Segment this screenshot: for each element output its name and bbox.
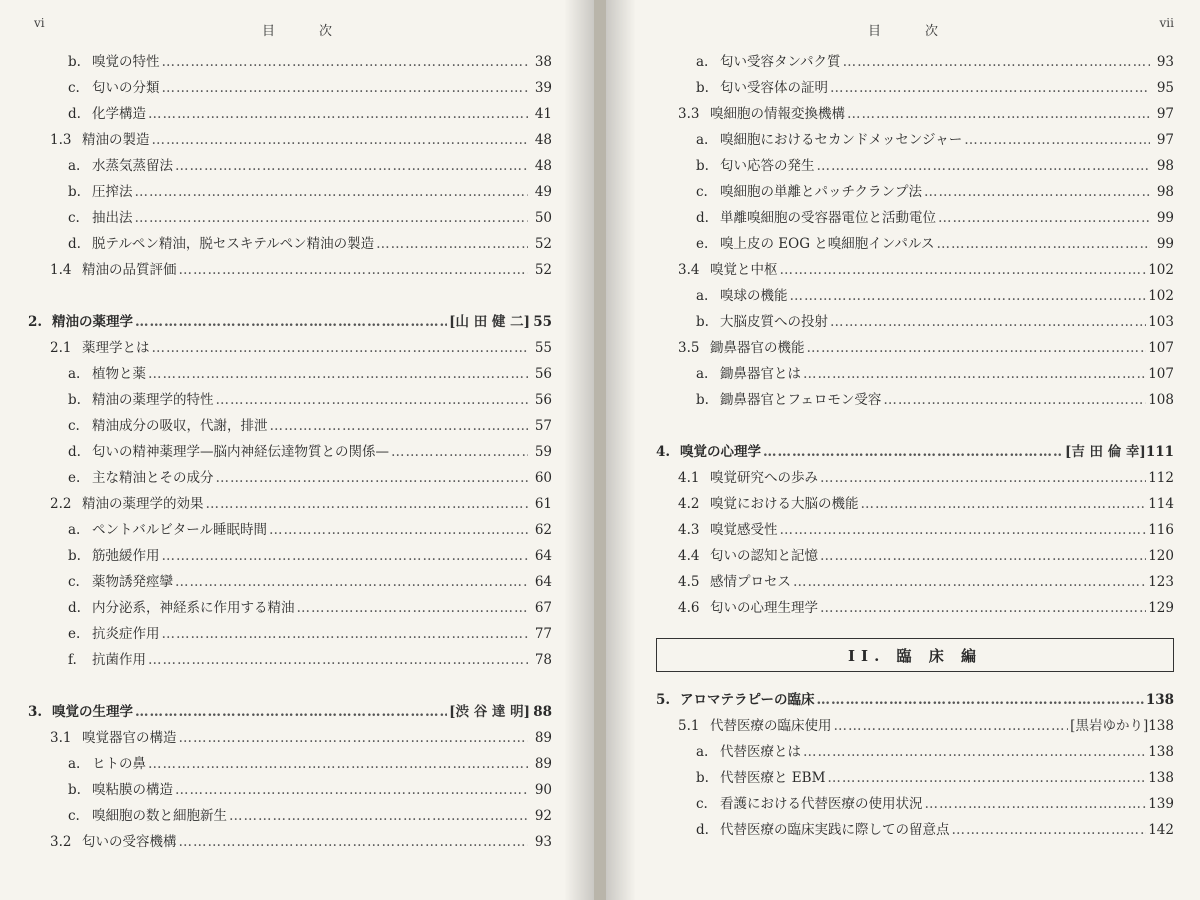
toc-number: 4.5 <box>678 574 700 590</box>
leader-dots <box>820 548 1146 564</box>
toc-number: d. <box>68 444 81 460</box>
toc-subsection <box>28 174 552 200</box>
toc-page-number: 48 <box>534 158 552 174</box>
toc-number: 4.4 <box>678 548 700 564</box>
toc-title: 代替医療とは <box>720 744 801 760</box>
leader-dots <box>780 522 1147 538</box>
toc-number: b. <box>696 392 709 408</box>
leader-dots <box>179 834 529 850</box>
toc-number: a. <box>696 132 709 148</box>
toc-number: b. <box>696 80 709 96</box>
toc-title: 嗅覚研究への歩み <box>710 470 818 486</box>
toc-title: 嗅覚器官の構造 <box>82 730 177 746</box>
leader-dots <box>780 262 1147 278</box>
toc-page-number: 67 <box>534 600 552 616</box>
toc-section <box>656 538 1174 564</box>
toc-page-number: 50 <box>534 210 552 226</box>
toc-section <box>656 330 1174 356</box>
toc-number: c. <box>68 210 80 226</box>
toc-title: 嗅覚の生理学 <box>52 704 133 720</box>
toc-number: c. <box>68 80 80 96</box>
leader-dots <box>391 444 528 460</box>
toc-subsection <box>656 148 1174 174</box>
toc-title: 主な精油とその成分 <box>92 470 214 486</box>
toc-section <box>656 252 1174 278</box>
toc-title: 嗅覚と中枢 <box>710 262 778 278</box>
toc-page-number: 92 <box>534 808 552 824</box>
leader-dots <box>830 314 1146 330</box>
toc-number: 3.1 <box>50 730 72 746</box>
toc-number: b. <box>68 392 81 408</box>
toc-page-number: 59 <box>534 444 552 460</box>
toc-number: a. <box>696 366 709 382</box>
toc-title: 看護における代替医療の使用状況 <box>720 796 923 812</box>
toc-section <box>656 512 1174 538</box>
toc-title: 匂い受容体の証明 <box>720 80 828 96</box>
toc-subsection <box>656 278 1174 304</box>
toc-title: 匂い受容タンパク質 <box>720 54 841 70</box>
toc-section <box>656 486 1174 512</box>
toc-number: 3.2 <box>50 834 72 850</box>
toc-page-number: 61 <box>534 496 552 512</box>
toc-title: 嗅細胞の単離とパッチクランプ法 <box>720 184 922 200</box>
leader-dots <box>807 340 1147 356</box>
toc-page-number: 64 <box>534 574 552 590</box>
toc-title: 単離嗅細胞の受容器電位と活動電位 <box>720 210 936 226</box>
leader-dots <box>843 54 1150 70</box>
toc-number: e. <box>68 470 81 486</box>
leader-dots <box>162 54 529 70</box>
toc-page-number: 138 <box>1148 718 1174 734</box>
leader-dots <box>790 288 1147 304</box>
toc-number: a. <box>68 756 81 772</box>
leader-dots <box>925 796 1147 812</box>
toc-page-number: 56 <box>534 366 552 382</box>
leader-dots <box>952 822 1147 838</box>
toc-title: ペントバルビタール睡眠時間 <box>92 522 267 538</box>
toc-title: 鋤鼻器官とは <box>720 366 801 382</box>
toc-page-number: 98 <box>1156 184 1174 200</box>
gutter-shadow <box>606 0 636 900</box>
leader-dots <box>817 158 1151 174</box>
leader-dots <box>964 132 1150 148</box>
toc-subsection <box>656 786 1174 812</box>
toc-number: a. <box>696 54 709 70</box>
toc-subsection <box>28 798 552 824</box>
leader-dots <box>883 392 1146 408</box>
toc-section <box>28 330 552 356</box>
toc-page-number: 120 <box>1148 548 1174 564</box>
toc-section <box>656 96 1174 122</box>
leader-dots <box>162 626 529 642</box>
toc-page-number: 38 <box>534 54 552 70</box>
toc-title: 嗅覚における大脳の機能 <box>710 496 859 512</box>
table-of-contents <box>28 44 552 850</box>
toc-page-number: 97 <box>1156 132 1174 148</box>
toc-author: [吉 田 倫 幸] <box>1064 444 1146 460</box>
toc-title: 抽出法 <box>92 210 133 226</box>
toc-page-number: 99 <box>1156 236 1174 252</box>
toc-number: 2.2 <box>50 496 72 512</box>
toc-page-number: 90 <box>534 782 552 798</box>
toc-number: c. <box>68 574 80 590</box>
leader-dots <box>938 210 1150 226</box>
toc-page-number: 93 <box>1156 54 1174 70</box>
book-spine <box>594 0 606 900</box>
toc-page-number: 99 <box>1156 210 1174 226</box>
toc-number: a. <box>68 366 81 382</box>
toc-page-number: 89 <box>534 756 552 772</box>
leader-dots <box>152 340 529 356</box>
toc-number: a. <box>696 288 709 304</box>
toc-number: 4.1 <box>678 470 700 486</box>
toc-title: 水蒸気蒸留法 <box>92 158 173 174</box>
running-header: 目次 <box>262 24 377 39</box>
toc-subsection <box>28 434 552 460</box>
toc-number: 3.3 <box>678 106 700 122</box>
toc-number: c. <box>696 184 708 200</box>
toc-author: [渋 谷 達 明] <box>449 704 530 720</box>
toc-number: 4.3 <box>678 522 700 538</box>
toc-number: f. <box>68 652 77 668</box>
leader-dots <box>175 782 528 798</box>
toc-title: ヒトの鼻 <box>92 756 146 772</box>
toc-subsection <box>28 746 552 772</box>
toc-page-number: 107 <box>1148 366 1174 382</box>
toc-page-number: 142 <box>1148 822 1174 838</box>
toc-title: 匂いの分類 <box>92 80 160 96</box>
toc-number: 3.5 <box>678 340 700 356</box>
toc-subsection <box>28 590 552 616</box>
toc-author: [黒岩ゆかり] <box>1070 718 1149 734</box>
gutter-shadow <box>564 0 594 900</box>
leader-dots <box>861 496 1147 512</box>
leader-dots <box>135 704 447 720</box>
toc-number: 2. <box>28 314 43 330</box>
leader-dots <box>135 314 447 330</box>
toc-title: 感情プロセス <box>710 574 791 590</box>
toc-number: e. <box>696 236 709 252</box>
leader-dots <box>793 574 1146 590</box>
toc-page-number: 77 <box>534 626 552 642</box>
toc-title: 嗅上皮の EOG と嗅細胞インパルス <box>720 236 935 252</box>
toc-subsection <box>656 734 1174 760</box>
toc-title: 大脳皮質への投射 <box>720 314 828 330</box>
leader-dots <box>834 718 1069 734</box>
toc-section <box>28 252 552 278</box>
toc-subsection <box>28 616 552 642</box>
toc-title: 精油成分の吸収，代謝，排泄 <box>92 418 268 434</box>
leader-dots <box>803 366 1146 382</box>
toc-number: 2.1 <box>50 340 72 356</box>
toc-number: 4. <box>656 444 671 460</box>
toc-title: 精油の薬理学的効果 <box>82 496 204 512</box>
toc-subsection <box>656 812 1174 838</box>
toc-page-number: 108 <box>1148 392 1174 408</box>
toc-subsection <box>28 512 552 538</box>
toc-chapter <box>656 434 1174 460</box>
leader-dots <box>162 80 529 96</box>
toc-title: 匂いの精神薬理学—脳内神経伝達物質との関係— <box>92 444 389 460</box>
leader-dots <box>135 210 529 226</box>
toc-subsection <box>28 382 552 408</box>
toc-page-number: 78 <box>534 652 552 668</box>
leader-dots <box>216 470 529 486</box>
toc-subsection <box>28 96 552 122</box>
toc-number: b. <box>68 548 81 564</box>
toc-title: 精油の品質評価 <box>82 262 177 278</box>
toc-title: 嗅覚の心理学 <box>680 444 761 460</box>
table-of-contents <box>656 44 1174 838</box>
leader-dots <box>820 600 1146 616</box>
leader-dots <box>135 184 529 200</box>
toc-page-number: 139 <box>1148 796 1174 812</box>
toc-title: 鋤鼻器官の機能 <box>710 340 805 356</box>
toc-subsection <box>656 760 1174 786</box>
leader-dots <box>162 548 529 564</box>
toc-number: 4.2 <box>678 496 700 512</box>
toc-section <box>656 590 1174 616</box>
toc-subsection <box>28 772 552 798</box>
toc-number: d. <box>68 236 81 252</box>
leader-dots <box>148 106 528 122</box>
toc-page-number: 39 <box>534 80 552 96</box>
toc-subsection <box>28 44 552 70</box>
toc-page-number: 138 <box>1148 770 1174 786</box>
toc-subsection <box>28 642 552 668</box>
toc-title: 筋弛緩作用 <box>92 548 160 564</box>
toc-title: 圧搾法 <box>92 184 133 200</box>
toc-page-number: 138 <box>1148 744 1174 760</box>
toc-subsection <box>28 460 552 486</box>
toc-title: 嗅球の機能 <box>720 288 788 304</box>
toc-number: 5. <box>656 692 671 708</box>
toc-page-number: 138 <box>1145 692 1174 708</box>
toc-title: 薬理学とは <box>82 340 150 356</box>
toc-title: 精油の薬理学 <box>52 314 133 330</box>
toc-page-number: 52 <box>534 236 552 252</box>
toc-page-number: 93 <box>534 834 552 850</box>
toc-number: d. <box>696 210 709 226</box>
toc-page-number: 41 <box>534 106 552 122</box>
part-heading: II. 臨 床 編 <box>656 638 1174 672</box>
toc-subsection <box>28 70 552 96</box>
toc-page-number: 57 <box>534 418 552 434</box>
toc-title: 化学構造 <box>92 106 146 122</box>
toc-page-number: 49 <box>534 184 552 200</box>
leader-dots <box>229 808 528 824</box>
toc-page-number: 98 <box>1156 158 1174 174</box>
leader-dots <box>175 574 528 590</box>
toc-page-number: 64 <box>534 548 552 564</box>
toc-page-number: 95 <box>1156 80 1174 96</box>
toc-subsection <box>656 70 1174 96</box>
toc-number: d. <box>696 822 709 838</box>
toc-subsection <box>656 304 1174 330</box>
leader-dots <box>152 132 529 148</box>
toc-subsection <box>28 408 552 434</box>
toc-title: 抗炎症作用 <box>92 626 160 642</box>
toc-subsection <box>656 174 1174 200</box>
toc-subsection <box>28 148 552 174</box>
toc-title: 匂いの認知と記憶 <box>710 548 818 564</box>
leader-dots <box>830 80 1150 96</box>
leader-dots <box>216 392 529 408</box>
toc-subsection <box>28 200 552 226</box>
toc-number: c. <box>68 808 80 824</box>
toc-page-number: 102 <box>1148 262 1174 278</box>
toc-chapter <box>28 694 552 720</box>
toc-page-number: 114 <box>1148 496 1174 512</box>
leader-dots <box>820 470 1146 486</box>
toc-subsection <box>28 564 552 590</box>
toc-page-number: 60 <box>534 470 552 486</box>
toc-section <box>28 824 552 850</box>
toc-subsection <box>656 44 1174 70</box>
leader-dots <box>803 744 1146 760</box>
toc-number: b. <box>68 782 81 798</box>
toc-number: b. <box>696 770 709 786</box>
toc-page-number: 89 <box>534 730 552 746</box>
toc-title: 匂いの受容機構 <box>82 834 177 850</box>
toc-title: 嗅覚感受性 <box>710 522 778 538</box>
toc-number: 3.4 <box>678 262 700 278</box>
toc-title: 嗅細胞の情報変換機構 <box>710 106 845 122</box>
toc-subsection <box>656 382 1174 408</box>
leader-dots <box>206 496 529 512</box>
toc-title: 嗅細胞の数と細胞新生 <box>92 808 227 824</box>
toc-title: 脱テルペン精油，脱セスキテルペン精油の製造 <box>92 236 375 252</box>
toc-number: d. <box>68 106 81 122</box>
toc-page-number: 88 <box>533 704 552 720</box>
toc-title: 代替医療の臨床使用 <box>710 718 832 734</box>
toc-page-number: 52 <box>534 262 552 278</box>
toc-number: c. <box>696 796 708 812</box>
toc-title: 抗菌作用 <box>92 652 146 668</box>
toc-chapter <box>656 682 1174 708</box>
toc-number: b. <box>68 184 81 200</box>
toc-number: b. <box>696 158 709 174</box>
toc-number: 3. <box>28 704 43 720</box>
toc-page-number: 56 <box>534 392 552 408</box>
toc-subsection <box>28 226 552 252</box>
toc-page-number: 107 <box>1148 340 1174 356</box>
toc-page-number: 112 <box>1148 470 1174 486</box>
toc-title: 鋤鼻器官とフェロモン受容 <box>720 392 882 408</box>
toc-page-number: 97 <box>1156 106 1174 122</box>
leader-dots <box>175 158 528 174</box>
toc-page-number: 62 <box>534 522 552 538</box>
toc-page-number: 55 <box>534 340 552 356</box>
leader-dots <box>297 600 529 616</box>
toc-number: a. <box>696 744 709 760</box>
toc-subsection <box>656 356 1174 382</box>
toc-title: アロマテラピーの臨床 <box>680 692 815 708</box>
toc-number: b. <box>696 314 709 330</box>
leader-dots <box>270 418 529 434</box>
toc-number: 1.3 <box>50 132 72 148</box>
toc-section <box>656 460 1174 486</box>
toc-subsection <box>28 538 552 564</box>
toc-number: 5.1 <box>678 718 700 734</box>
leader-dots <box>376 236 528 252</box>
toc-section <box>656 564 1174 590</box>
toc-chapter <box>28 304 552 330</box>
toc-number: a. <box>68 158 81 174</box>
leader-dots <box>148 652 528 668</box>
toc-number: a. <box>68 522 81 538</box>
toc-title: 嗅細胞におけるセカンドメッセンジャー <box>720 132 963 148</box>
toc-author: [山 田 健 二] <box>449 314 530 330</box>
leader-dots <box>827 770 1146 786</box>
toc-page-number: 129 <box>1148 600 1174 616</box>
toc-page-number: 102 <box>1148 288 1174 304</box>
toc-number: 4.6 <box>678 600 700 616</box>
left-page <box>0 0 594 900</box>
toc-title: 精油の製造 <box>82 132 150 148</box>
toc-subsection <box>656 226 1174 252</box>
leader-dots <box>847 106 1150 122</box>
leader-dots <box>816 692 1143 708</box>
leader-dots <box>148 366 528 382</box>
toc-section <box>656 708 1174 734</box>
toc-subsection <box>28 356 552 382</box>
leader-dots <box>924 184 1150 200</box>
right-page <box>606 0 1200 900</box>
toc-title: 代替医療と EBM <box>720 770 826 786</box>
leader-dots <box>763 444 1063 460</box>
toc-page-number: 48 <box>534 132 552 148</box>
toc-section <box>28 720 552 746</box>
toc-number: 1.4 <box>50 262 72 278</box>
leader-dots <box>269 522 528 538</box>
toc-number: c. <box>68 418 80 434</box>
running-header: 目次 <box>868 24 983 39</box>
toc-title: 精油の薬理学的特性 <box>92 392 214 408</box>
toc-section <box>28 122 552 148</box>
leader-dots <box>148 756 528 772</box>
toc-title: 植物と薬 <box>92 366 146 382</box>
toc-subsection <box>656 122 1174 148</box>
toc-number: b. <box>68 54 81 70</box>
toc-number: d. <box>68 600 81 616</box>
toc-page-number: 123 <box>1148 574 1174 590</box>
toc-number: e. <box>68 626 81 642</box>
toc-subsection <box>656 200 1174 226</box>
page-number: vi <box>34 16 45 30</box>
toc-title: 代替医療の臨床実践に際しての留意点 <box>720 822 950 838</box>
leader-dots <box>179 262 529 278</box>
leader-dots <box>936 236 1150 252</box>
leader-dots <box>179 730 529 746</box>
toc-title: 匂い応答の発生 <box>720 158 815 174</box>
toc-title: 薬物誘発痙攣 <box>92 574 173 590</box>
toc-page-number: 111 <box>1145 444 1174 460</box>
toc-page-number: 103 <box>1148 314 1174 330</box>
toc-page-number: 116 <box>1148 522 1174 538</box>
toc-title: 嗅覚の特性 <box>92 54 160 70</box>
toc-title: 嗅粘膜の構造 <box>92 782 173 798</box>
page-number: vii <box>1159 16 1174 30</box>
toc-title: 内分泌系，神経系に作用する精油 <box>92 600 295 616</box>
toc-title: 匂いの心理生理学 <box>710 600 818 616</box>
toc-page-number: 55 <box>533 314 552 330</box>
toc-section <box>28 486 552 512</box>
